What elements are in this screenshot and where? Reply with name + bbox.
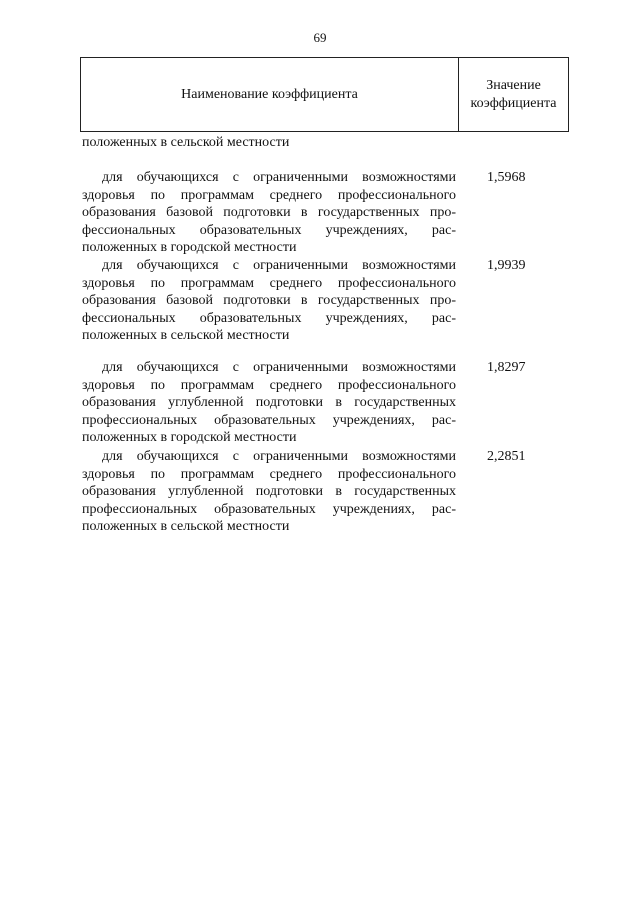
description-line: образования углубленной подготовки в государственных xyxy=(82,484,456,499)
description-line: положенных в сельской местности xyxy=(82,519,290,534)
description-line: здоровья по программам среднего профессионального xyxy=(82,466,456,482)
description-line: для обучающихся с ограниченными возможностями xyxy=(102,170,456,185)
coefficient-description xyxy=(82,257,456,345)
description-line: здоровья по программам среднего профессионального xyxy=(82,377,456,393)
description-line: образования базовой подготовки в государственных про- xyxy=(82,293,456,308)
description-line: образования углубленной подготовки в государственных xyxy=(82,395,456,410)
description-line: здоровья по программам среднего профессионального xyxy=(82,275,456,291)
description-line: фессиональных образовательных учреждениях, рас- xyxy=(82,222,456,238)
coefficient-value: 2,2851 xyxy=(487,449,526,464)
coefficient-value: 1,8297 xyxy=(487,360,526,375)
description-line: для обучающихся с ограниченными возможностями xyxy=(102,258,456,273)
coefficient-row xyxy=(82,359,572,447)
coefficient-row xyxy=(82,448,572,536)
table-header xyxy=(80,57,569,132)
coefficient-description xyxy=(82,169,456,257)
continuation-text: положенных в сельской местности xyxy=(82,135,290,150)
description-line: положенных в сельской местности xyxy=(82,328,290,343)
coefficient-description xyxy=(82,359,456,447)
description-line: профессиональных образовательных учреждениях, рас- xyxy=(82,412,456,428)
description-line: для обучающихся с ограниченными возможностями xyxy=(102,449,456,464)
coefficient-row xyxy=(82,169,572,257)
coefficient-value: 1,9939 xyxy=(487,258,526,273)
description-line: образования базовой подготовки в государственных про- xyxy=(82,205,456,220)
page-number: 69 xyxy=(313,30,327,45)
coefficient-value: 1,5968 xyxy=(487,170,526,185)
column-header-value: Значение коэффициента xyxy=(470,77,557,111)
column-header-name: Наименование коэффициента xyxy=(81,58,459,131)
description-line: для обучающихся с ограниченными возможностями xyxy=(102,360,456,375)
description-line: фессиональных образовательных учреждениях, рас- xyxy=(82,310,456,326)
description-line: положенных в городской местности xyxy=(82,430,297,445)
description-line: положенных в городской местности xyxy=(82,240,297,255)
description-line: профессиональных образовательных учреждениях, рас- xyxy=(82,501,456,517)
coefficient-row xyxy=(82,257,572,345)
coefficient-description xyxy=(82,448,456,536)
description-line: здоровья по программам среднего профессионального xyxy=(82,187,456,203)
